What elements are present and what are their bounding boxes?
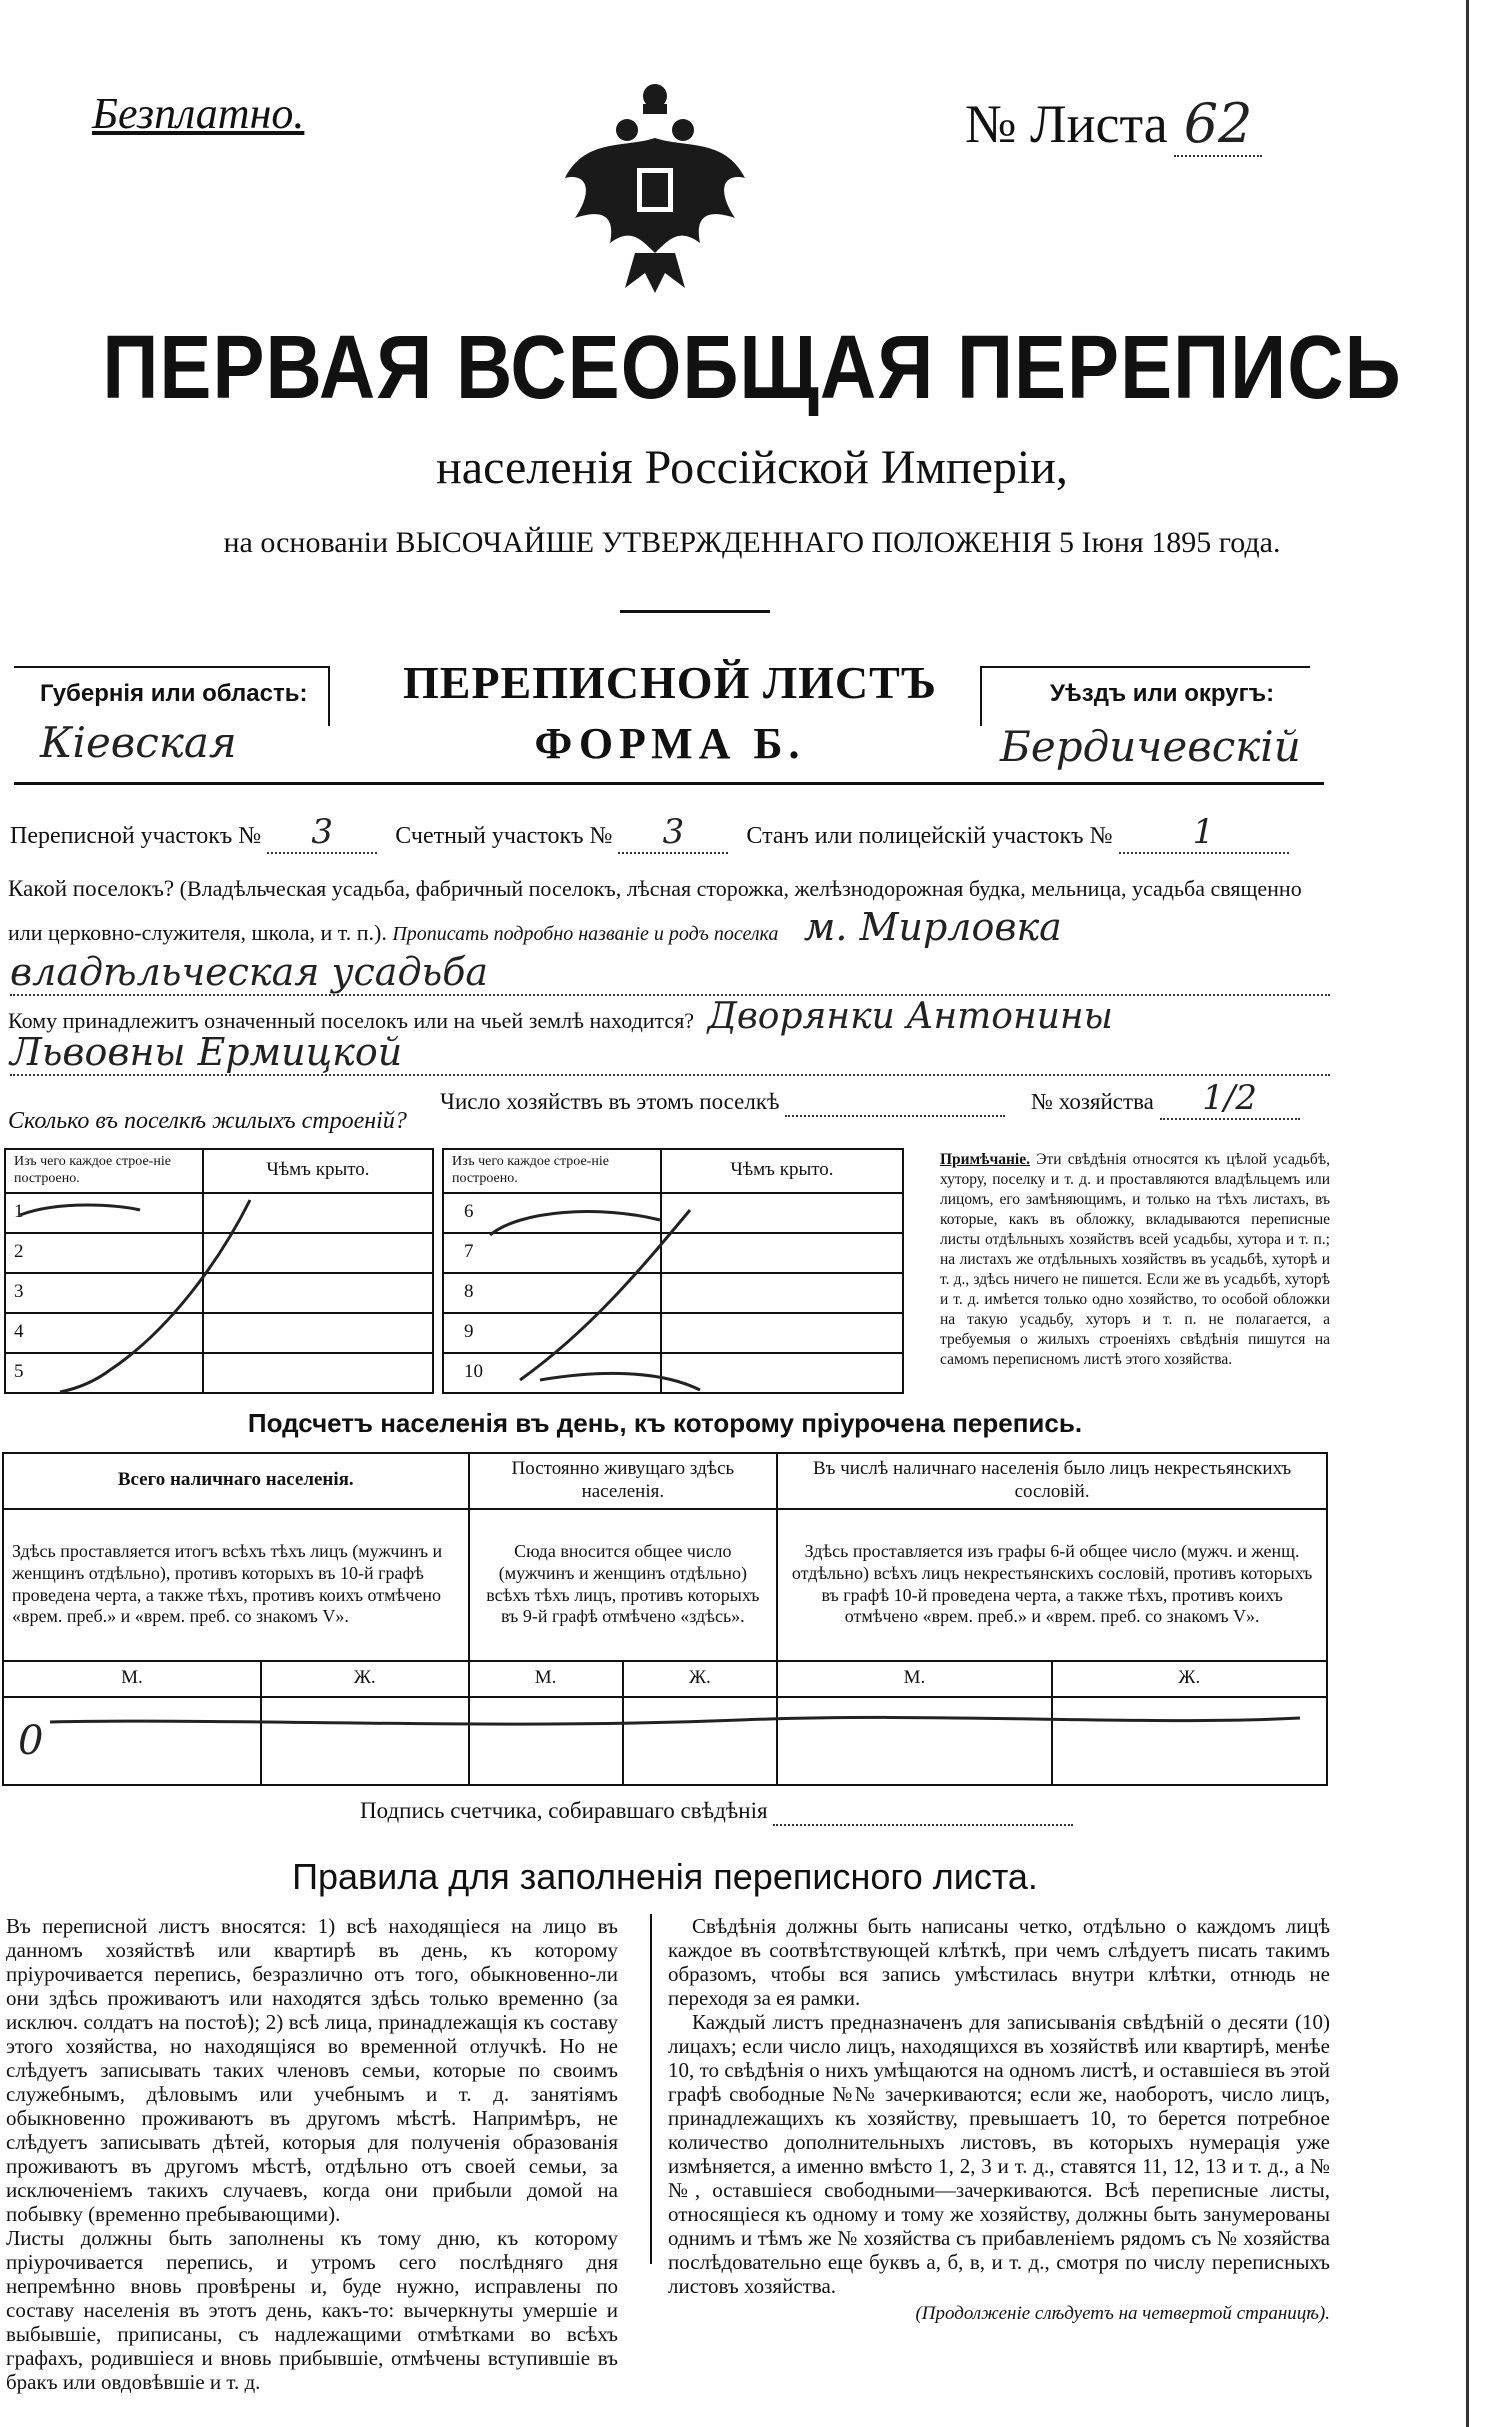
settlement-hint: (Владѣльческая усадьба, фабричный поселокъ, лѣсная сторожка, желѣзнодорожная будка, мельница, усадьба священно или церковно-служителя, школа, и т. п.). [8, 876, 1302, 945]
rules-left-paragraph-1: Въ переписной листъ вносятся: 1) всѣ находящіеся на лицо въ данномъ хозяйствѣ или квартирѣ въ день, къ которому пріурочивается перепись, безразлично отъ того, обыкновенно-ли они здѣсь проживаютъ или находятся здѣсь только временно (за исключ. солдатъ на постоѣ); 2) всѣ лица, принадлежащія къ составу этого хозяйства, но находящіяся во временной отлучкѣ. Но не слѣдуетъ записывать таких членовъ семьи, которые по своимъ служебнымъ, дѣловымъ или учебнымъ и т. д. занятіямъ обыкновенно проживаютъ въ другомъ мѣстѣ. Напримѣръ, не слѣдуетъ записывать дѣтей, которыя для полученія образованія проживаютъ въ другомъ мѣстѣ, отдѣльно отъ своей семьи, за исключеніемъ такихъ случаевъ, когда они прибыли домой на побывку (временно пребывающими). [6, 1914, 618, 2226]
household-no-value: 1/2 [1160, 1078, 1300, 1120]
count-area-value: 3 [618, 812, 728, 854]
sheet-title: ПЕРЕПИСНОЙ ЛИСТЪ [402, 657, 938, 708]
buildings-row-num: 2 [5, 1233, 203, 1273]
signature-row [360, 1798, 1073, 1826]
household-no-label: № хозяйства [1031, 1089, 1154, 1114]
settlement-value-1: м. Мирловка [803, 905, 1062, 949]
strike-mark-right [490, 1210, 700, 1390]
form-label: ФОРМА Б. [534, 719, 806, 768]
census-area-row [10, 812, 1330, 854]
population-title: Подсчетъ населенія въ день, къ которому пріурочена перепись. [247, 1408, 1083, 1438]
households-value [785, 1089, 1005, 1117]
police-area-value: 1 [1119, 812, 1289, 854]
buildings-row-num: 8 [443, 1273, 661, 1313]
buildings-row-num: 6 [443, 1193, 661, 1233]
buildings-row-num: 9 [443, 1313, 661, 1353]
rules-left-paragraph-2: Листы должны быть заполнены къ тому дню, къ которому пріурочивается перепись, и утромъ сего послѣдняго дня непремѣнно вновь провѣрены и, буде нужно, исправлены по составу населенія въ этотъ день, какъ-то: вычеркнуты умершіе и выбывшіе, приписаны, съ надлежащими отмѣтками во всѣхъ графахъ, родившіеся и вновь прибывшіе, отмѣчены вступившіе въ бракъ или овдовѣвшіе и т. д. [6, 2226, 618, 2394]
settlement-row [8, 870, 1328, 953]
basis-line: на основаніи ВЫСОЧАЙШЕ УТВЕРЖДЕННАГО ПОЛОЖЕНІЯ 5 Іюня 1895 года. [223, 526, 1281, 559]
buildings-col1-header: Изъ чего каждое строе-ніе построено. [443, 1149, 661, 1193]
rules-left-column [6, 1914, 618, 2394]
population-value-cell: 0 [3, 1697, 261, 1785]
population-f-header: Ж. [1052, 1661, 1327, 1697]
population-m-header: М. [469, 1661, 623, 1697]
sheet-number-value: 62 [1174, 92, 1263, 157]
header-left-box-right [328, 666, 330, 726]
buildings-row-num: 4 [5, 1313, 203, 1353]
owner-value-2: Львовны Ермицкой [10, 1030, 1330, 1076]
buildings-row-num: 10 [443, 1353, 661, 1393]
buildings-row-num: 1 [5, 1193, 203, 1233]
sheet-number-label: № Листа [965, 94, 1168, 154]
settlement-label: Какой поселокъ? [8, 876, 175, 901]
header-top-line-right [980, 666, 1310, 668]
note-block [940, 1150, 1330, 1370]
buildings-row-num: 7 [443, 1233, 661, 1273]
page-edge [1466, 0, 1469, 2427]
census-area-value: 3 [267, 812, 377, 854]
header-bottom-line [14, 782, 1324, 785]
settlement-value-2: владѣльческая усадьба [10, 950, 1330, 996]
rules-right-column [668, 1914, 1330, 2326]
population-m-header: М. [3, 1661, 261, 1697]
signature-line [773, 1798, 1073, 1826]
note-label: Примѣчаніе. [940, 1151, 1030, 1168]
rules-title: Правила для заполненія переписного листа. [292, 1856, 1038, 1897]
rules-right-paragraph-1: Свѣдѣнія должны быть написаны четко, отдѣльно о каждомъ лицѣ каждое въ соотвѣтствующей клѣткѣ, при чемъ слѣдуетъ писать такимъ образомъ, чтобы вся запись умѣстилась внутри клѣтки, отнюдь не переходя за ея рамки. [668, 1914, 1330, 2010]
free-label: Безплатно. [92, 89, 305, 138]
buildings-label: Сколько въ поселкѣ жилыхъ строеній? [8, 1108, 407, 1134]
census-area-label: Переписной участокъ № [10, 823, 262, 849]
province-label: Губернія или область: [40, 680, 308, 707]
population-col1-text: Здѣсь проставляется итогъ всѣхъ тѣхъ лицъ (мужчинъ и женщинъ отдѣльно), противъ которыхъ въ 10-й графѣ проведена черта, а также тѣхъ, противъ коихъ отмѣчено «врем. преб.» и «врем. преб. со знакомъ V». [3, 1509, 469, 1661]
header-right-box-left [980, 666, 982, 726]
buildings-col1-header: Изъ чего каждое строе-ніе построено. [5, 1149, 203, 1193]
buildings-row-num: 3 [5, 1273, 203, 1313]
households-label: Число хозяйствъ въ этомъ поселкѣ [440, 1089, 780, 1114]
population-col2-title: Постоянно живущаго здѣсь населенія. [469, 1453, 778, 1509]
buildings-col2-header: Чѣмъ крыто. [661, 1149, 903, 1193]
district-value: Бердичевскій [1000, 722, 1301, 771]
population-col3-text: Здѣсь проставляется изъ графы 6-й общее число (мужч. и женщ. отдѣльно) всѣхъ лицъ некрестьянскихъ сословій, противъ которыхъ въ графѣ 10-й проведена черта, а также тѣхъ, противъ коихъ отмѣчено «врем. преб.» и «врем. преб. со знакомъ V». [777, 1509, 1327, 1661]
settlement-instruction: Прописать подробно названіе и родъ поселка [392, 923, 779, 945]
population-strike-line [40, 1700, 1320, 1740]
note-text: Эти свѣдѣнія относятся къ цѣлой усадьбѣ, хутору, поселку и т. д. и проставляются владѣльцемъ или лицомъ, его замѣняющимъ, и только на тѣхъ листахъ, въ которые, какъ въ обложку, вкладываются переписные листы отдѣльныхъ хозяйствъ всей усадьбы, хутора и т. п.; на листахъ же отдѣльныхъ хозяйствъ въ усадьбѣ, хуторѣ и т. д., здѣсь ничего не пишется. Если же въ усадьбѣ, хуторѣ и т. д. имѣется только одно хозяйство, то особой обложки на такую усадьбу, хуторъ и т. п. не полагается, а требуемыя о жилыхъ строеніяхъ свѣдѣнія пишутся на самомъ переписномъ листѣ этого хозяйства. [940, 1151, 1330, 1368]
double-headed-eagle-icon [555, 78, 755, 298]
signature-label: Подпись счетчика, собиравшаго свѣдѣнія [360, 1798, 768, 1823]
main-title: ПЕРВАЯ ВСЕОБЩАЯ ПЕРЕПИСЬ [102, 316, 1402, 418]
subtitle: населенія Россійской Имперіи, [436, 441, 1068, 494]
population-m-header: М. [777, 1661, 1051, 1697]
households-row [440, 1078, 1340, 1120]
rules-continued-note: (Продолженіе слѣдуетъ на четвертой страницѣ). [915, 2303, 1330, 2324]
buildings-row-num: 5 [5, 1353, 203, 1393]
population-f-header: Ж. [261, 1661, 469, 1697]
strike-mark-left [20, 1200, 250, 1392]
buildings-col2-header: Чѣмъ крыто. [203, 1149, 433, 1193]
population-col1-title: Всего наличнаго населенія. [3, 1453, 469, 1509]
police-area-label: Станъ или полицейскій участокъ № [746, 823, 1113, 849]
title-divider [620, 610, 770, 613]
rules-column-divider [650, 1914, 652, 2264]
sheet-number [965, 92, 1262, 155]
rules-right-paragraph-2: Каждый листъ предназначенъ для записыванія свѣдѣній о десяти (10) лицахъ; если число лицъ, находящихся въ хозяйствѣ или квартирѣ, менѣе 10, то свѣдѣнія о нихъ умѣщаются на одномъ листѣ, и оставшіеся въ этой графѣ свободные №№ зачеркиваются; если же, наоборотъ, число лицъ, принадлежащихъ къ хозяйству, превышаетъ 10, то берется потребное количество дополнительныхъ листовъ, въ которыхъ нумерація уже измѣняется, а именно вмѣсто 1, 2, 3 и т. д., ставятся 11, 12, 13 и т. д., а №№, оставшіеся свободными—зачеркиваются. Всѣ переписные листы, относящіеся къ одному и тому же хозяйству, должны быть занумерованы однимъ и тѣмъ же № хозяйства съ прибавленіемъ рядомъ съ № хозяйства послѣдовательно еще буквъ а, б, в, и т. д., смотря по числу переписныхъ листовъ хозяйства. [668, 2010, 1330, 2298]
count-area-label: Счетный участокъ № [395, 823, 613, 849]
population-col2-text: Сюда вносится общее число (мужчинъ и женщинъ отдѣльно) всѣхъ тѣхъ лицъ, противъ которыхъ въ 9-й графѣ отмѣчено «здѣсь». [469, 1509, 778, 1661]
district-label: Уѣздъ или округъ: [1050, 680, 1275, 707]
owner-label: Кому принадлежитъ означенный поселокъ или на чьей землѣ находится? [8, 1008, 695, 1033]
population-f-header: Ж. [623, 1661, 778, 1697]
header-top-line-left [14, 666, 330, 668]
province-value: Кіевская [40, 718, 237, 767]
population-col3-title: Въ числѣ наличнаго населенія было лицъ некрестьянскихъ сословій. [777, 1453, 1327, 1509]
owner-value-1: Дворянки Антонины [707, 996, 1113, 1037]
buildings-strike-marks [0, 1180, 910, 1410]
